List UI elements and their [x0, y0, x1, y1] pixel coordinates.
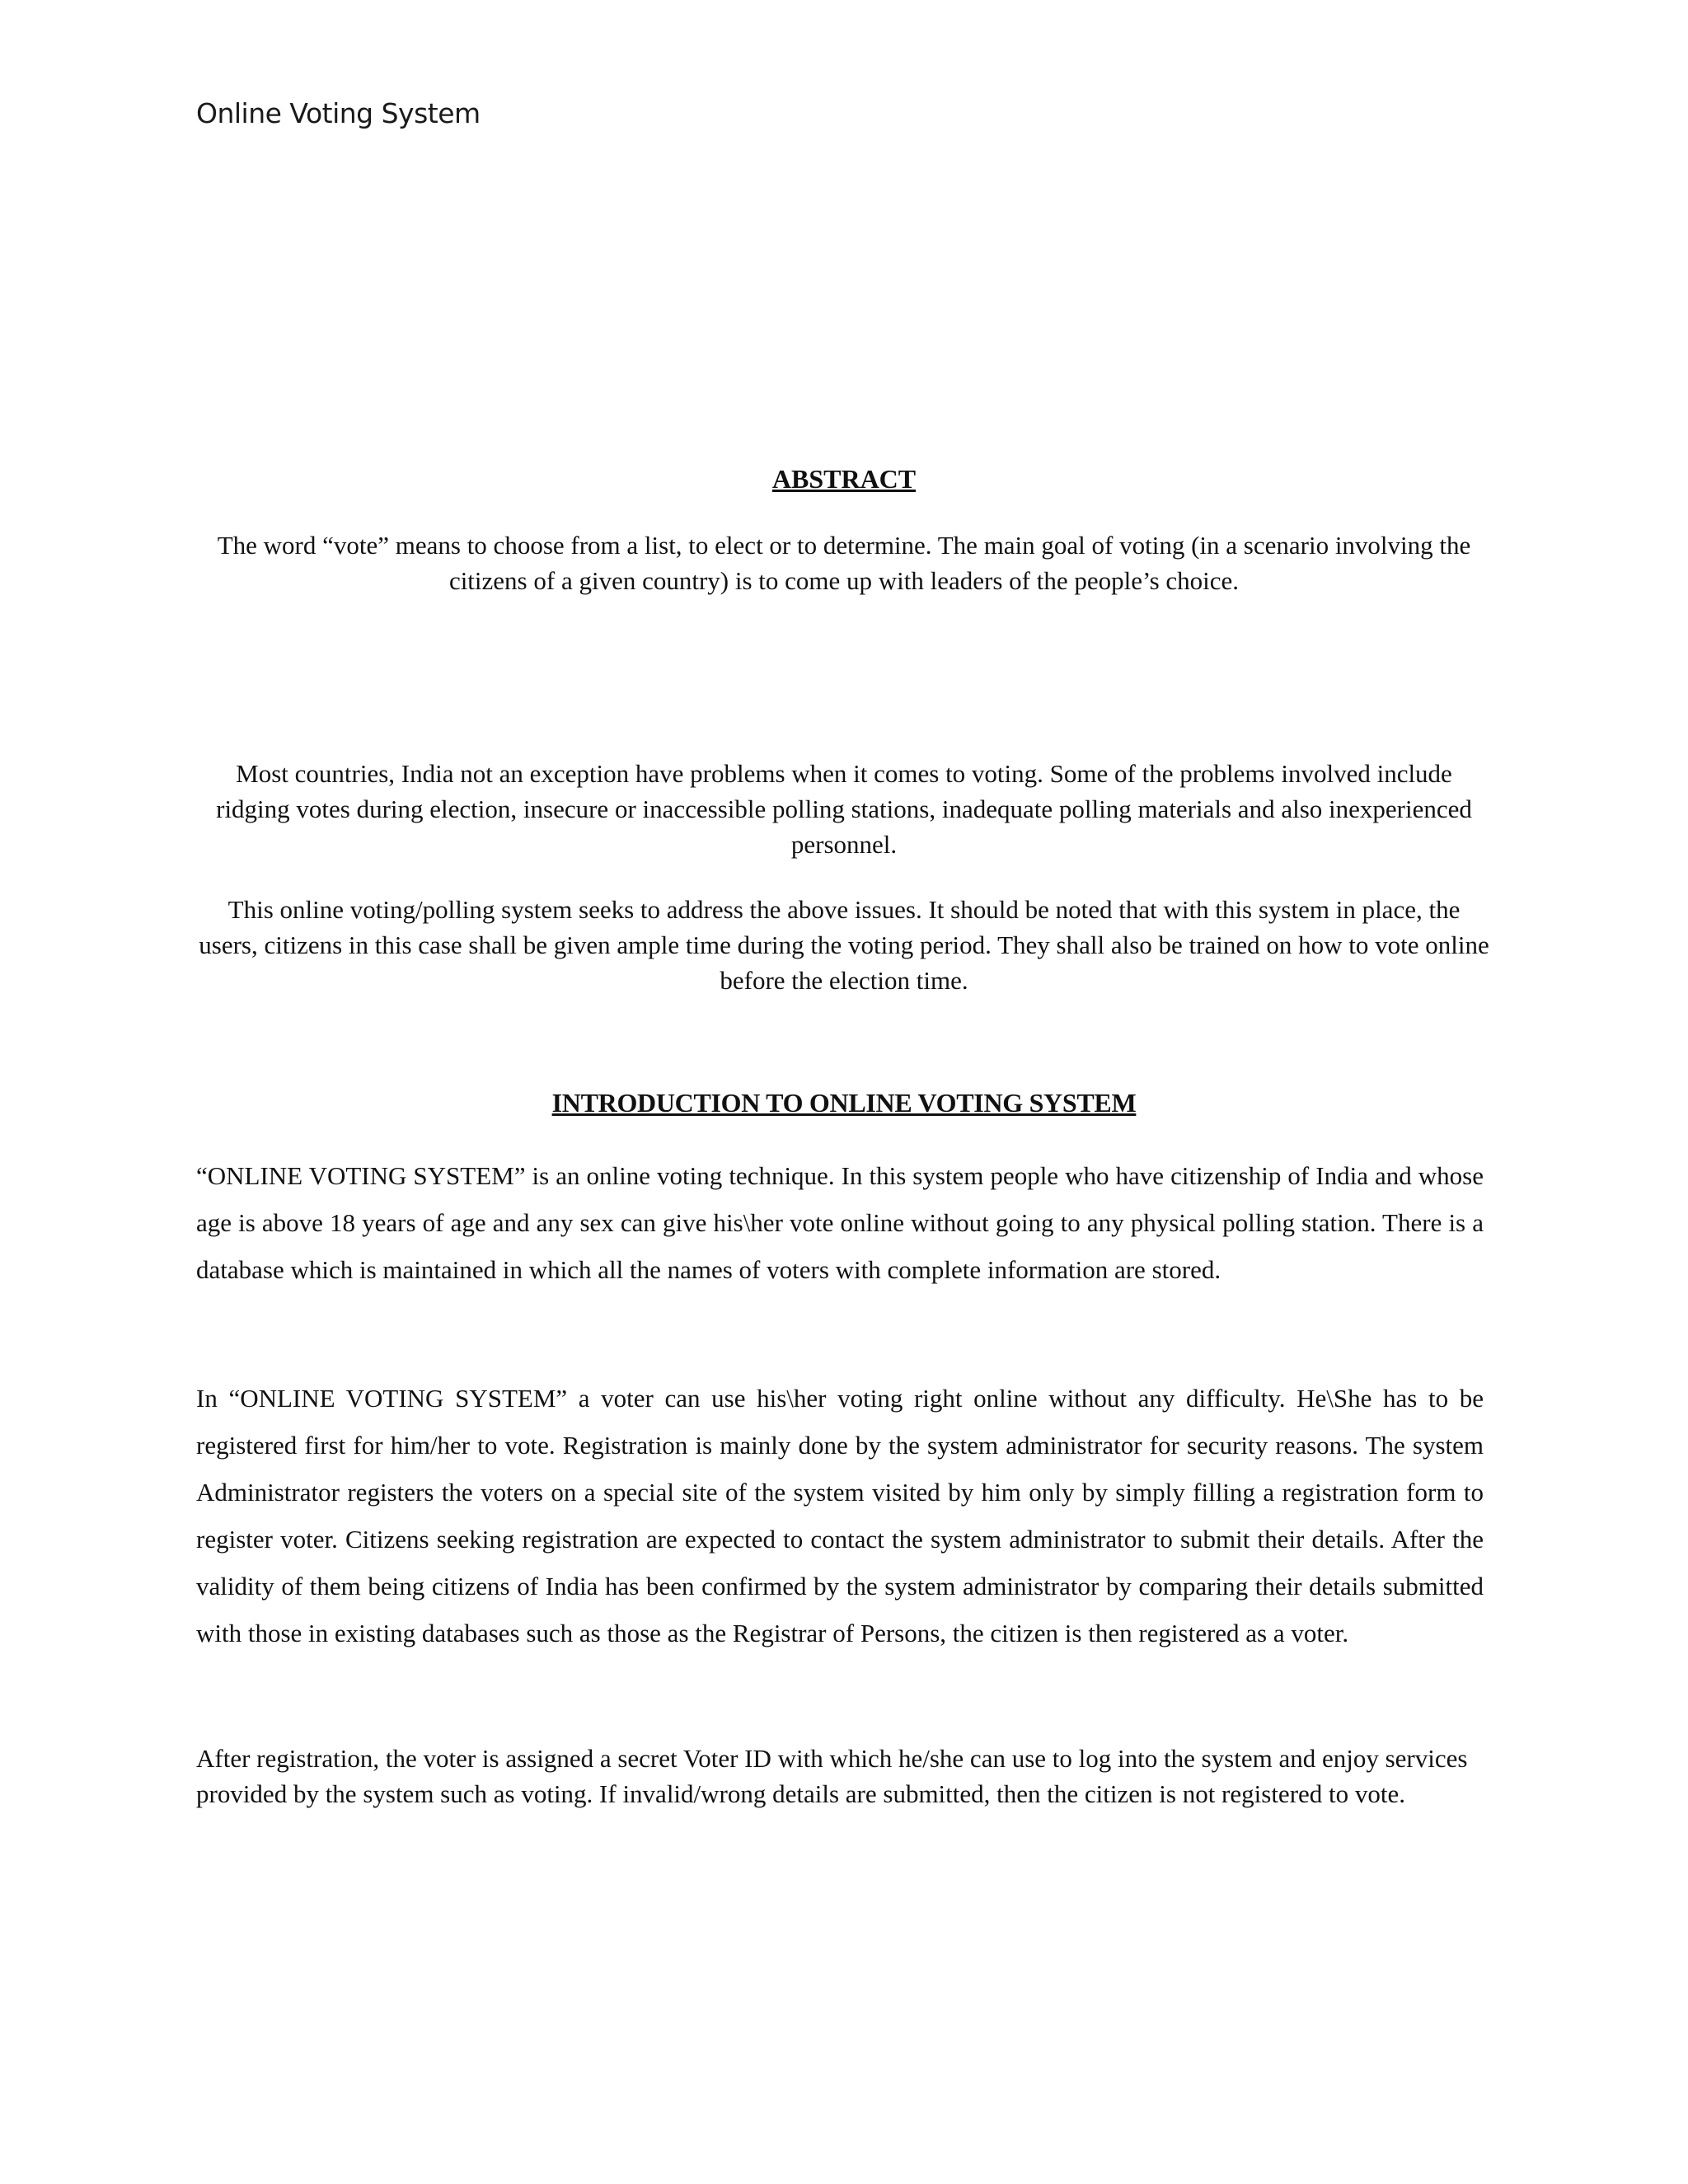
- introduction-paragraph: After registration, the voter is assigned a secret Voter ID with which he/she can use to log into the system and enjoy services provided by the system such as voting. If invalid/wrong details are submitted, then the citizen is not registered to vote.: [196, 1744, 1468, 1808]
- introduction-paragraph: In “ONLINE VOTING SYSTEM” a voter can use his\her voting right online without any difficulty. He\She has to be registered first for him/her to vote. Registration is mainly done by the system administrator for security reasons. The system Administrator registers the voters on a special site of the system visited by him only by simply filling a registration form to register voter. Citizens seeking registration are expected to contact the system administrator to submit their details. After the validity of them being citizens of India has been confirmed by the system administrator by comparing their details submitted with those in existing databases such as those as the Registrar of Persons, the citizen is then registered as a voter.: [196, 1384, 1484, 1647]
- abstract-paragraph: This online voting/polling system seeks to address the above issues. It should be noted that with this system in place, the users, citizens in this case shall be given ample time during the voting period. They shall also be trained on how to vote online before the election time.: [199, 895, 1489, 995]
- introduction-paragraph: “ONLINE VOTING SYSTEM” is an online voting technique. In this system people who have citizenship of India and whose age is above 18 years of age and any sex can give his\her vote online without going to any physical polling station. There is a database which is maintained in which all the names of voters with complete information are stored.: [196, 1161, 1484, 1284]
- page-header-title: Online Voting System: [196, 97, 481, 129]
- abstract-paragraph: Most countries, India not an exception have problems when it comes to voting. Some of the problems involved include ridging votes during election, insecure or inaccessible polling stations, inadequate polling materials and also inexperienced personnel.: [216, 759, 1472, 859]
- abstract-paragraph: The word “vote” means to choose from a list, to elect or to determine. The main goal of voting (in a scenario involving the citizens of a given country) is to come up with leaders of the people’s choice.: [217, 531, 1471, 595]
- introduction-heading: INTRODUCTION TO ONLINE VOTING SYSTEM: [551, 1088, 1137, 1118]
- abstract-heading: ABSTRACT: [771, 464, 917, 494]
